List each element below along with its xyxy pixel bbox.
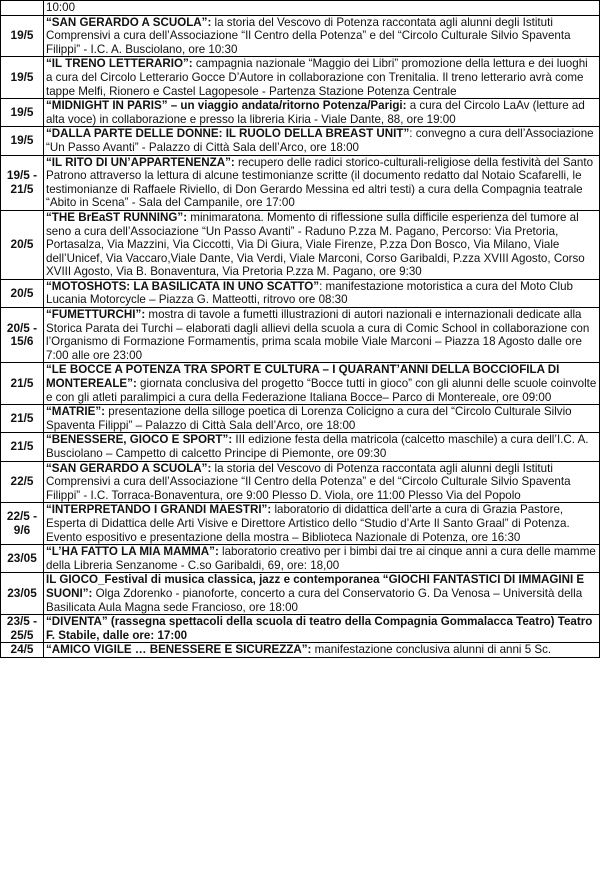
event-date: 19/5 - 21/5 bbox=[1, 155, 44, 210]
event-title: “MATRIE”: bbox=[46, 405, 106, 419]
event-date: 19/5 bbox=[1, 99, 44, 127]
event-date: 20/5 bbox=[1, 279, 44, 307]
event-row bbox=[1, 308, 600, 363]
event-row bbox=[1, 99, 600, 127]
event-row bbox=[1, 127, 600, 155]
event-description bbox=[44, 308, 600, 363]
event-description bbox=[44, 643, 600, 658]
event-description bbox=[44, 573, 600, 615]
event-description bbox=[44, 210, 600, 279]
event-description bbox=[44, 279, 600, 307]
event-description bbox=[44, 155, 600, 210]
event-title: “DALLA PARTE DELLE DONNE: IL RUOLO DELLA BREAST UNIT” bbox=[46, 127, 410, 141]
event-description bbox=[44, 1, 600, 16]
event-title: “FUMETTURCHI”: bbox=[46, 308, 146, 322]
event-details: III edizione festa della matricola (calcetto maschile) a cura dell’I.C. A. Busciolano – Campetto di calcetto Principe di Piemonte, ore 09:30 bbox=[46, 433, 589, 460]
event-title: “INTERPRETANDO I GRANDI MAESTRI”: bbox=[46, 503, 272, 517]
event-title: “MIDNIGHT IN PARIS” – un viaggio andata/ritorno Potenza/Parigi: bbox=[46, 99, 407, 113]
event-details: laboratorio di didattica dell’arte a cura di Grazia Pastore, Esperta di Didattica delle Arti Visive e Direttore Artistico dello “Studio d’Arte Il Santo Graal” di Potenza. Evento espositivo e presentazione della mostra – Biblioteca Nazionale di Potenza, ore 16:30 bbox=[46, 503, 570, 544]
event-description bbox=[44, 615, 600, 643]
event-details: Olga Zdorenko - pianoforte, concerto a cura del Conservatorio G. Da Venosa – Università della Basilicata Aula Magna sede Francioso, ore 18:00 bbox=[46, 586, 583, 614]
event-row bbox=[1, 57, 600, 99]
event-date: 23/5 - 25/5 bbox=[1, 615, 44, 643]
event-row bbox=[1, 545, 600, 573]
event-date: 19/5 bbox=[1, 15, 44, 57]
event-description bbox=[44, 503, 600, 545]
event-title: “LE BOCCE A POTENZA TRA SPORT E CULTURA – I QUARANT’ANNI DELLA BOCCIOFILA DI MONTEREALE”: bbox=[46, 363, 560, 391]
event-title: IL GIOCO_Festival di musica classica, jazz e contemporanea “GIOCHI FANTASTICI DI IMMAGINI E SUONI”: bbox=[46, 573, 585, 600]
event-date: 22/5 bbox=[1, 461, 44, 503]
event-details: laboratorio creativo per i bimbi dai tre ai cinque anni a cura delle mamme della Libreria Senzanome - C.so Garibaldi, 69, ore: 18,00 bbox=[46, 545, 596, 572]
event-details: : convegno a cura dell’Associazione “Un Passo Avanti” - Palazzo di Città Sala dell’Arco, ore 18:00 bbox=[46, 127, 594, 154]
event-details: mostra di tavole a fumetti illustrazioni di autori nazionali e internazionali dedicate alla Storica Parata dei Turchi – elaborati dagli allievi della scuola a cura di Comic School in collaborazione con l’Organismo di Formazione Formamentis, prima scala mobile Viale Marconi – Piazza 18 Agosto dalle ore 7:00 alle ore 23:00 bbox=[46, 308, 590, 362]
event-row bbox=[1, 405, 600, 433]
event-title: “SAN GERARDO A SCUOLA”: bbox=[46, 461, 212, 475]
event-date: 21/5 bbox=[1, 363, 44, 405]
event-row bbox=[1, 461, 600, 503]
event-details: presentazione della silloge poetica di Lorenza Colicigno a cura del “Circolo Culturale Silvio Spaventa Filippi” – Palazzo di Città Sala dell’Arco, ore 18:00 bbox=[46, 405, 572, 432]
event-title: “DIVENTA” (rassegna spettacoli della scuola di teatro della Compagnia Gommalacca Teatro) Teatro F. Stabile, dalle ore: 17:00 bbox=[46, 615, 593, 642]
event-description bbox=[44, 99, 600, 127]
event-date: 23/05 bbox=[1, 573, 44, 615]
event-date bbox=[1, 1, 44, 16]
event-row bbox=[1, 1, 600, 16]
event-row bbox=[1, 503, 600, 545]
event-title: “SAN GERARDO A SCUOLA”: bbox=[46, 15, 212, 29]
event-description bbox=[44, 545, 600, 573]
event-date: 19/5 bbox=[1, 57, 44, 99]
event-details: minimaratona. Momento di riflessione sulla difficile esperienza del tumore al seno a cura dell’Associazione “Un Passo Avanti” - Raduno P.zza M. Pagano, Percorso: Via Pretoria, Portasalza, Via Mazzini, Via Ciccotti, Via Di Giura, Viale Firenze, P.zza Don Bosco, Via Milano, Viale dell’Unicef, Via Vaccaro,Viale Dante, Via Verdi, Viale Marconi, Corso Garibaldi, P.zza XVIII Agosto, Corso XVIII Agosto, Via B. Bonaventura, Via Pretoria P.zza M. Pagano, ore 9:30 bbox=[46, 210, 585, 279]
event-details: manifestazione conclusiva alunni di anni 5 Sc. bbox=[311, 643, 552, 657]
event-row bbox=[1, 363, 600, 405]
event-details: recupero delle radici storico-culturali-religiose della festività del Santo Patrono attraverso la lettura di alcune testimonianze scritte (il documento redatto dal Notaio Scafarelli, le testimonianze di Raffaele Riviello, di Don Gerardo Messina ed altri testi) a cura della Compagnia teatrale “Abito in Scena” - Sala del Campanile, ore 17:00 bbox=[46, 155, 594, 210]
event-date: 23/05 bbox=[1, 545, 44, 573]
event-row bbox=[1, 155, 600, 210]
event-details: la storia del Vescovo di Potenza raccontata agli alunni degli Istituti Comprensivi a cura dell’Associazione “Il Centro della Potenza” e del “Circolo Culturale Silvio Spaventa Filippi” - I.C. Torraca-Bonaventura, ore 9:00 Plesso D. Viola, ore 11:00 Plesso Via del Popolo bbox=[46, 461, 571, 502]
event-date: 20/5 bbox=[1, 210, 44, 279]
event-row bbox=[1, 279, 600, 307]
event-details: : manifestazione motoristica a cura del Moto Club Lucania Motorcycle – Piazza G. Matteotti, ritrovo ore 08:30 bbox=[46, 279, 573, 307]
event-date: 19/5 bbox=[1, 127, 44, 155]
event-date: 22/5 - 9/6 bbox=[1, 503, 44, 545]
event-row bbox=[1, 643, 600, 658]
event-description bbox=[44, 15, 600, 57]
event-title: “MOTOSHOTS: LA BASILICATA IN UNO SCATTO” bbox=[46, 279, 320, 293]
event-description bbox=[44, 405, 600, 433]
event-date: 21/5 bbox=[1, 405, 44, 433]
event-row bbox=[1, 210, 600, 279]
event-description bbox=[44, 363, 600, 405]
event-row bbox=[1, 15, 600, 57]
event-details: la storia del Vescovo di Potenza raccontata agli alunni degli Istituti Comprensivi a cura dell’Associazione “Il Centro della Potenza” e del “Circolo Culturale Silvio Spaventa Filippi” - I.C. A. Busciolano, ore 10:30 bbox=[46, 15, 571, 56]
event-title: “BENESSERE, GIOCO E SPORT”: bbox=[46, 433, 233, 447]
event-title: “IL RITO DI UN’APPARTENENZA”: bbox=[46, 155, 235, 169]
event-row bbox=[1, 433, 600, 461]
event-details: a cura del Circolo LaAv (letture ad alta voce) in collaborazione e presso la libreria Kiria - Viale Dante, 88, ore 19:00 bbox=[46, 99, 585, 126]
event-row bbox=[1, 615, 600, 643]
event-date: 24/5 bbox=[1, 643, 44, 658]
event-title: “IL TRENO LETTERARIO”: bbox=[46, 57, 193, 71]
event-description bbox=[44, 127, 600, 155]
event-title: “AMICO VIGILE … BENESSERE E SICUREZZA”: bbox=[46, 643, 312, 657]
event-description bbox=[44, 461, 600, 503]
event-row bbox=[1, 573, 600, 615]
event-details: giornata conclusiva del progetto “Bocce tutti in gioco” con gli alunni delle scuole coinvolte e con gli atleti paralimpici a cura della Federazione Italiana Bocce– Parco di Montereale, ore 09:00 bbox=[46, 377, 597, 404]
event-date: 20/5 - 15/6 bbox=[1, 308, 44, 363]
event-description bbox=[44, 57, 600, 99]
event-title: “L’HA FATTO LA MIA MAMMA”: bbox=[46, 545, 219, 559]
event-date: 21/5 bbox=[1, 433, 44, 461]
event-description bbox=[44, 433, 600, 461]
event-details: 10:00 bbox=[46, 1, 76, 14]
event-details: campagnia nazionale “Maggio dei Libri” promozione della lettura e dei luoghi a cura del Circolo Letterario Gocce D’Autore in collaborazione con Trenitalia. Il treno letterario avrà come tappe Melfi, Rionero e Castel Lagopesole - Partenza Stazione Potenza Centrale bbox=[46, 57, 588, 98]
event-title: “THE BrEaST RUNNING”: bbox=[46, 210, 188, 224]
